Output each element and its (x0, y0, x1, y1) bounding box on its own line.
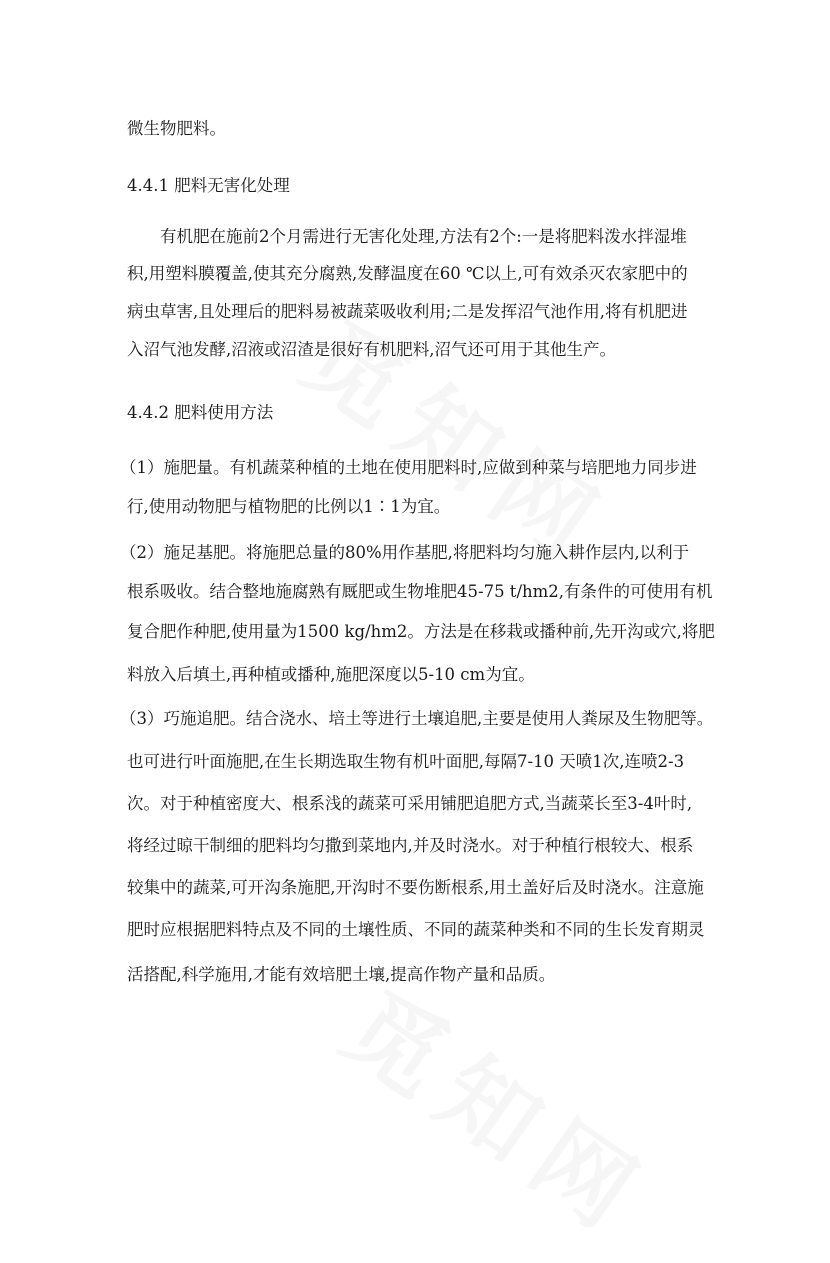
paragraph-line: （2）施足基肥。将施肥总量的80%用作基肥,将肥料均匀施入耕作层内,以利于 (120, 543, 690, 562)
paragraph-line: 病虫草害,且处理后的肥料易被蔬菜吸收利用;二是发挥沼气池作用,将有机肥进 (127, 302, 688, 321)
paragraph-line: 也可进行叶面施肥,在生长期选取生物有机叶面肥,每隔7-10 天喷1次,连喷2-3 (127, 752, 685, 771)
paragraph-line: （3）巧施追肥。结合浇水、培土等进行土壤追肥,主要是使用人粪尿及生物肥等。 (120, 709, 714, 728)
paragraph-line: 积,用塑料膜覆盖,使其充分腐熟,发酵温度在60 ℃以上,可有效杀灭农家肥中的 (127, 264, 688, 283)
watermark (322, 954, 681, 1262)
paragraph-line: 入沼气池发酵,沼液或沼渣是很好有机肥料,沼气还可用于其他生产。 (127, 340, 616, 359)
paragraph-line: 复合肥作种肥,使用量为1500 kg/hm2。方法是在移栽或播种前,先开沟或穴,将肥 (127, 622, 715, 641)
paragraph-line: 次。对于种植密度大、根系浅的蔬菜可采用铺肥追肥方式,当蔬菜长至3-4叶时, (127, 794, 693, 813)
section-heading: 4.4.2 肥料使用方法 (127, 403, 274, 422)
paragraph-line: 有机肥在施前2个月需进行无害化处理,方法有2个:一是将肥料泼水拌湿堆 (160, 227, 687, 246)
paragraph-line: （1）施肥量。有机蔬菜种植的土地在使用肥料时,应做到种菜与培肥地力同步进 (120, 458, 697, 477)
paragraph-line: 料放入后填土,再种植或播种,施肥深度以5-10 cm为宜。 (127, 665, 535, 684)
paragraph-line: 行,使用动物肥与植物肥的比例以1∶1为宜。 (127, 497, 451, 516)
paragraph-line: 肥时应根据肥料特点及不同的土壤性质、不同的蔬菜种类和不同的生长发育期灵 (127, 920, 705, 939)
section-heading: 4.4.1 肥料无害化处理 (127, 176, 290, 195)
paragraph-line: 较集中的蔬菜,可开沟条施肥,开沟时不要伤断根系,用土盖好后及时浇水。注意施 (127, 878, 704, 897)
paragraph-line: 将经过晾干制细的肥料均匀撒到菜地内,并及时浇水。对于种植行根较大、根系 (127, 836, 694, 855)
paragraph-line: 微生物肥料。 (127, 119, 226, 138)
paragraph-line: 根系吸收。结合整地施腐熟有厩肥或生物堆肥45-75 t/hm2,有条件的可使用有机 (127, 582, 713, 601)
paragraph-line: 活搭配,科学施用,才能有效培肥土壤,提高作物产量和品质。 (127, 965, 556, 984)
